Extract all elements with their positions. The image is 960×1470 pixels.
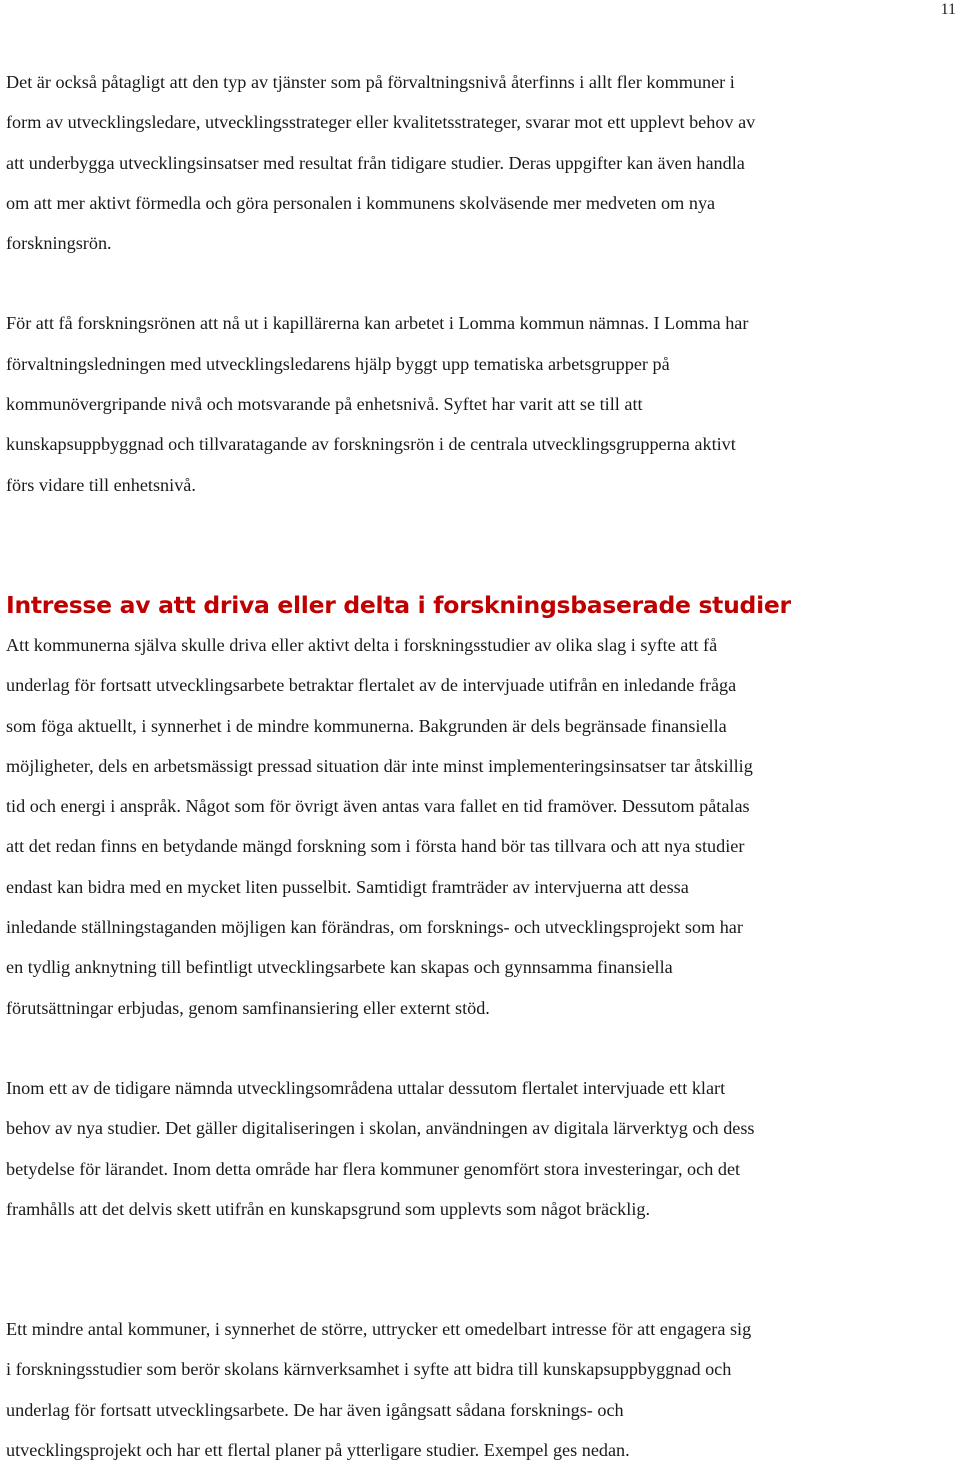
text-line: förvaltningsledningen med utvecklingsledarens hjälp byggt upp tematiska arbetsgrupper på	[6, 353, 670, 374]
text-line: förs vidare till enhetsnivå.	[6, 474, 196, 495]
text-line: Inom ett av de tidigare nämnda utvecklingsområdena uttalar dessutom flertalet intervjuade ett klart	[6, 1077, 726, 1098]
text-line: form av utvecklingsledare, utvecklingsstrateger eller kvalitetsstrateger, svarar mot ett upplevt behov av	[6, 112, 756, 133]
text-line: behov av nya studier. Det gäller digitaliseringen i skolan, användningen av digitala lärverktyg och dess	[6, 1118, 755, 1139]
paragraph-tjanster	[6, 62, 960, 263]
paragraph-storre-kommuner	[6, 1309, 960, 1470]
paragraph-digitalisering	[6, 1068, 960, 1229]
text-line: förutsättningar erbjudas, genom samfinansiering eller externt stöd.	[6, 997, 490, 1018]
text-line: forskningsrön.	[6, 233, 112, 254]
text-line: Det är också påtagligt att den typ av tjänster som på förvaltningsnivå återfinns i allt fler kommuner i	[6, 72, 735, 92]
text-line: om att mer aktivt förmedla och göra personalen i kommunens skolväsende mer medveten om nya	[6, 192, 716, 213]
text-line: tid och energi i anspråk. Något som för övrigt även antas vara fallet en tid framöver. Dessutom påtalas	[6, 796, 750, 817]
document-body	[6, 62, 960, 1470]
text-line: endast kan bidra med en mycket liten pusselbit. Samtidigt framträder av intervjuerna att dessa	[6, 876, 689, 897]
text-line: underlag för fortsatt utvecklingsarbete betraktar flertalet av de intervjuade utifrån en inledande fråga	[6, 675, 737, 696]
text-line: som föga aktuellt, i synnerhet i de mindre kommunerna. Bakgrunden är dels begränsade finansiella	[6, 715, 727, 736]
text-line: framhålls att det delvis skett utifrån en kunskapsgrund som upplevts som något bräcklig.	[6, 1198, 651, 1219]
text-line: att det redan finns en betydande mängd forskning som i första hand bör tas tillvara och att nya studier	[6, 836, 745, 857]
text-line: betydelse för lärandet. Inom detta område har flera kommuner genomfört stora investeringar, och det	[6, 1158, 741, 1179]
text-line: en tydlig anknytning till befintligt utvecklingsarbete kan skapas och gynnsamma finansiella	[6, 957, 673, 978]
text-line: kommunövergripande nivå och motsvarande på enhetsnivå. Syftet har varit att se till att	[6, 394, 643, 415]
page-number: 11	[940, 1, 956, 18]
text-line: att underbygga utvecklingsinsatser med resultat från tidigare studier. Deras uppgifter kan även handla	[6, 152, 745, 173]
text-line: Att kommunerna själva skulle driva eller aktivt delta i forskningsstudier av olika slag i syfte att få	[6, 634, 718, 655]
text-line: För att få forskningsrönen att nå ut i kapillärerna kan arbetet i Lomma kommun nämnas. I Lomma har	[6, 313, 749, 334]
paragraph-intresse	[6, 625, 960, 1028]
text-line: utvecklingsprojekt och har ett flertal planer på ytterligare studier. Exempel ges nedan.	[6, 1440, 630, 1461]
paragraph-lomma	[6, 303, 960, 504]
text-line: i forskningsstudier som berör skolans kärnverksamhet i syfte att bidra till kunskapsuppbyggnad och	[6, 1359, 732, 1380]
text-line: underlag för fortsatt utvecklingsarbete. De har även igångsatt sådana forsknings- och	[6, 1399, 624, 1420]
text-line: inledande ställningstaganden möjligen kan förändras, om forsknings- och utvecklingsprojekt som har	[6, 917, 743, 938]
text-line: Ett mindre antal kommuner, i synnerhet de större, uttrycker ett omedelbart intresse för att engagera sig	[6, 1319, 752, 1340]
section-heading: Intresse av att driva eller delta i forskningsbaserade studier	[6, 590, 791, 619]
text-line: kunskapsuppbyggnad och tillvaratagande av forskningsrön i de centrala utvecklingsgrupperna aktivt	[6, 434, 736, 455]
text-line: möjligheter, dels en arbetsmässigt pressad situation där inte minst implementeringsinsatser tar åtskillig	[6, 755, 753, 776]
